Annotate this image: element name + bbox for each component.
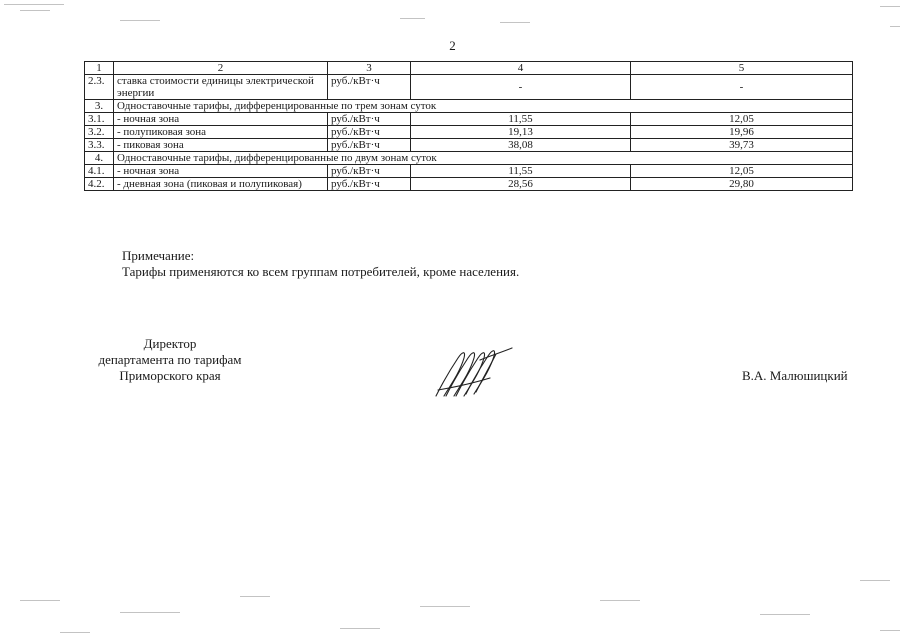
signatory-position: [70, 336, 270, 384]
row-number: 3.: [85, 100, 114, 113]
table-header-row: [85, 62, 853, 75]
row-number: 3.3.: [85, 139, 114, 152]
header-cell-3: 3: [328, 62, 411, 75]
row-value-col5: 29,80: [631, 178, 853, 191]
row-unit: руб./кВт·ч: [328, 75, 411, 100]
page-number: 2: [449, 38, 456, 53]
header-cell-1: 1: [85, 62, 114, 75]
table-row: [85, 139, 853, 152]
row-value-col4: 28,56: [411, 178, 631, 191]
row-unit: руб./кВт·ч: [328, 126, 411, 139]
row-number: 4.: [85, 152, 114, 165]
row-number: 2.3.: [85, 75, 114, 100]
row-name: ставка стоимости единицы электрической энергии: [114, 75, 328, 100]
section-title: Одноставочные тарифы, дифференцированные по трем зонам суток: [114, 100, 853, 113]
row-value-col5: 12,05: [631, 113, 853, 126]
table-row: [85, 113, 853, 126]
signer-name: В.А. Малюшицкий: [742, 368, 848, 383]
row-number: 4.1.: [85, 165, 114, 178]
table-row: [85, 126, 853, 139]
signatory-position-line: Приморского края: [119, 368, 221, 383]
row-name: - пиковая зона: [114, 139, 328, 152]
header-cell-4: 4: [411, 62, 631, 75]
header-cell-2: 2: [114, 62, 328, 75]
header-cell-5: 5: [631, 62, 853, 75]
row-value-col5: 39,73: [631, 139, 853, 152]
signatory-position-line: Директор: [143, 336, 197, 351]
row-value-col4: 11,55: [411, 165, 631, 178]
signatory-position-line: департамента по тарифам: [98, 352, 242, 367]
row-value-col5: -: [631, 75, 853, 100]
row-unit: руб./кВт·ч: [328, 178, 411, 191]
table-row: [85, 75, 853, 100]
table-row: [85, 178, 853, 191]
row-unit: руб./кВт·ч: [328, 165, 411, 178]
row-name: - полупиковая зона: [114, 126, 328, 139]
row-value-col5: 19,96: [631, 126, 853, 139]
row-number: 3.1.: [85, 113, 114, 126]
row-value-col4: 11,55: [411, 113, 631, 126]
row-value-col4: 38,08: [411, 139, 631, 152]
tariff-table-body: [85, 62, 853, 191]
table-section-row: [85, 152, 853, 165]
row-number: 3.2.: [85, 126, 114, 139]
section-title: Одноставочные тарифы, дифференцированные по двум зонам суток: [114, 152, 853, 165]
handwritten-signature: [430, 340, 515, 402]
table-row: [85, 165, 853, 178]
table-section-row: [85, 100, 853, 113]
tariff-table: [84, 61, 853, 191]
row-number: 4.2.: [85, 178, 114, 191]
row-unit: руб./кВт·ч: [328, 113, 411, 126]
note-title: Примечание:: [122, 248, 195, 263]
row-name: - дневная зона (пиковая и полупиковая): [114, 178, 328, 191]
note-text: Тарифы применяются ко всем группам потребителей, кроме населения.: [122, 264, 520, 279]
row-name: - ночная зона: [114, 165, 328, 178]
row-value-col4: -: [411, 75, 631, 100]
row-unit: руб./кВт·ч: [328, 139, 411, 152]
row-name: - ночная зона: [114, 113, 328, 126]
row-value-col4: 19,13: [411, 126, 631, 139]
row-value-col5: 12,05: [631, 165, 853, 178]
